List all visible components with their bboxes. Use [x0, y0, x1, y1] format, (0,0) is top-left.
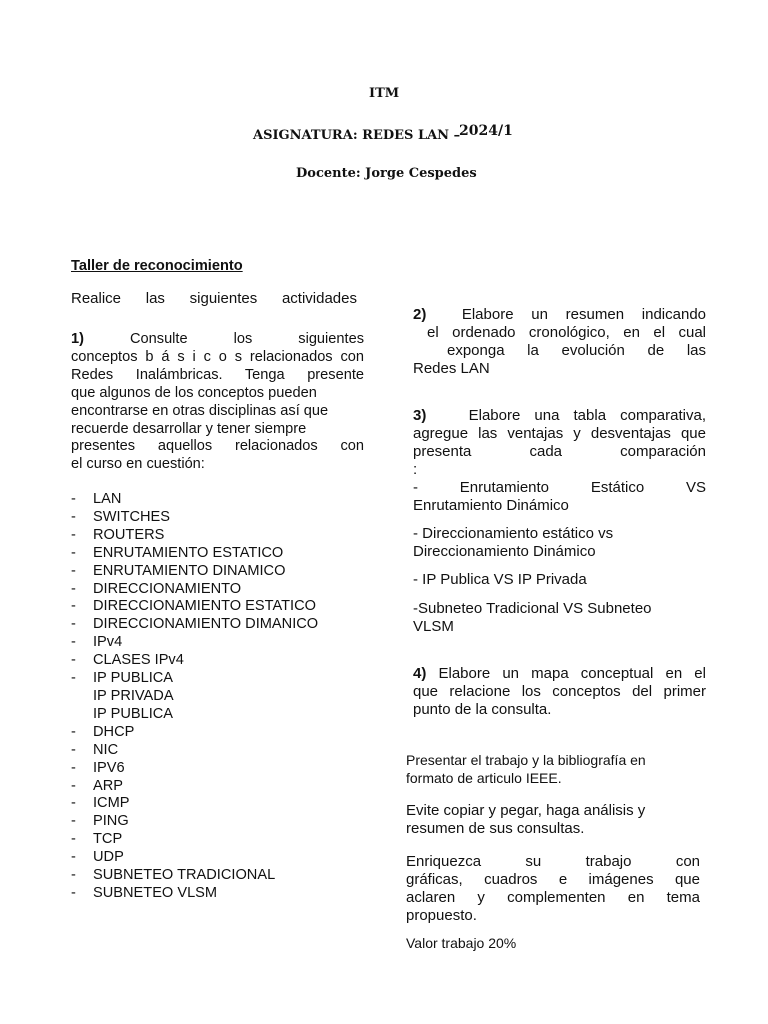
concept-text: SWITCHES — [93, 508, 171, 525]
item1-line: presentes aquellos relacionados con — [71, 438, 364, 455]
item3-line: agregue las ventajas y desventajas que — [413, 425, 706, 442]
list-dash: - — [71, 795, 76, 812]
concept-item — [71, 724, 318, 742]
item3-line: Enrutamiento Dinámico — [413, 497, 569, 514]
item4-line: que relacione los conceptos del primer — [413, 683, 706, 700]
comparison-2: - IP Publica VS IP Privada — [413, 571, 587, 588]
list-dash: - — [71, 884, 76, 901]
note-line: Enriquezca su trabajo con — [406, 853, 700, 870]
concept-item — [71, 778, 318, 796]
note-line: Evite copiar y pegar, haga análisis y — [406, 802, 646, 819]
concept-text: SUBNETEO TRADICIONAL — [93, 867, 276, 884]
comparison-3 — [413, 600, 713, 636]
concept-item — [71, 581, 318, 599]
item2-block — [413, 306, 706, 378]
list-dash: - — [71, 723, 76, 740]
concept-text: IP PUBLICA — [93, 705, 174, 722]
concept-item — [71, 849, 318, 867]
item4-line-text: Elabore un mapa conceptual en el — [438, 665, 706, 682]
concept-text: ENRUTAMIENTO ESTATICO — [93, 544, 284, 561]
concept-item — [71, 795, 318, 813]
concept-item — [71, 527, 318, 545]
concept-text: IP PUBLICA — [93, 670, 174, 687]
note-line: aclaren y complementen en tema — [406, 889, 700, 906]
intro-text: Realice las siguientes actividades — [71, 290, 357, 307]
workshop-title: Taller de reconocimiento — [71, 258, 243, 274]
concept-item — [71, 545, 318, 563]
comparison-line: - Direccionamiento estático vs — [413, 525, 614, 542]
list-dash: - — [71, 598, 76, 615]
concept-text: ARP — [93, 777, 124, 794]
concept-text: IPv4 — [93, 634, 123, 651]
item3-line-text: Elabore una tabla comparativa, — [468, 407, 706, 424]
list-dash: - — [71, 777, 76, 794]
item1-line-text: Consulte los siguientes — [130, 331, 364, 347]
work-value: Valor trabajo 20% — [406, 935, 517, 951]
item3-line: - Enrutamiento Estático VS — [413, 479, 706, 496]
concept-text: SUBNETEO VLSM — [93, 884, 218, 901]
note-line: resumen de sus consultas. — [406, 820, 585, 837]
concept-text: DHCP — [93, 723, 135, 740]
list-dash: - — [71, 813, 76, 830]
concept-item — [71, 491, 318, 509]
concept-text: DIRECCIONAMIENTO — [93, 580, 242, 597]
concept-item — [71, 760, 318, 778]
item1-line: el curso en cuestión: — [71, 456, 205, 473]
list-dash: - — [71, 831, 76, 848]
list-dash: - — [71, 616, 76, 633]
list-dash: - — [71, 580, 76, 597]
item2-number: 2) — [413, 306, 427, 323]
list-dash: - — [71, 759, 76, 776]
list-dash: - — [71, 562, 76, 579]
concept-item — [71, 885, 318, 903]
concept-item — [71, 634, 318, 652]
list-dash: - — [71, 867, 76, 884]
item4-number: 4) — [413, 665, 427, 682]
concept-item — [71, 563, 318, 581]
item1-number: 1) — [71, 331, 84, 347]
item1-line: encontrarse en otras disciplinas así que — [71, 402, 329, 419]
concept-text: LAN — [93, 491, 122, 507]
presentation-note — [406, 751, 706, 787]
item1-line: recuerde desarrollar y tener siempre — [71, 420, 307, 437]
period-label: 2024/1 — [459, 123, 513, 139]
comparison-line: VLSM — [413, 618, 454, 635]
concept-item — [71, 688, 318, 706]
list-dash: - — [71, 741, 76, 758]
concept-text: ICMP — [93, 795, 130, 812]
concept-text: DIRECCIONAMIENTO ESTATICO — [93, 598, 316, 615]
concept-text: UDP — [93, 849, 124, 866]
concept-item — [71, 670, 318, 688]
item2-line-text: Elabore un resumen indicando — [461, 306, 707, 323]
list-dash: - — [71, 634, 76, 651]
concepts-list — [71, 491, 318, 903]
item1-line: Redes Inalámbricas. Tenga presente — [71, 366, 364, 383]
item2-line — [413, 306, 706, 324]
list-dash: - — [71, 526, 76, 543]
list-dash: - — [71, 491, 76, 507]
list-dash: - — [71, 652, 76, 669]
concept-text: IPV6 — [93, 759, 125, 776]
list-dash: - — [71, 670, 76, 687]
comparison-line: Direccionamiento Dinámico — [413, 543, 596, 560]
item1-line: que algunos de los conceptos pueden — [71, 384, 317, 401]
comparison-line: -Subneteo Tradicional VS Subneteo — [413, 600, 652, 617]
concept-text: ENRUTAMIENTO DINAMICO — [93, 562, 286, 579]
concept-text: IP PRIVADA — [93, 687, 174, 704]
enrich-note — [406, 853, 700, 925]
item3-number: 3) — [413, 407, 427, 424]
institution-title: ITM — [369, 86, 400, 101]
concept-item — [71, 742, 318, 760]
item1-block — [71, 331, 364, 474]
concept-item — [71, 867, 318, 885]
concept-item — [71, 509, 318, 527]
item4-line — [413, 665, 706, 683]
note-line: formato de articulo IEEE. — [406, 770, 562, 786]
comparison-1 — [413, 525, 713, 561]
item4-line: punto de la consulta. — [413, 701, 552, 718]
concept-item — [71, 598, 318, 616]
concept-item — [71, 616, 318, 634]
concept-item — [71, 706, 318, 724]
list-dash: - — [71, 849, 76, 866]
copy-note — [406, 802, 706, 838]
concept-text: NIC — [93, 741, 119, 758]
item3-block — [413, 407, 706, 515]
item1-line: conceptos b á s i c o s relacionados con — [71, 348, 364, 365]
concept-text: CLASES IPv4 — [93, 652, 184, 669]
concept-text: ROUTERS — [93, 526, 165, 543]
item4-block — [413, 665, 706, 719]
concept-item — [71, 652, 318, 670]
concept-item — [71, 813, 318, 831]
subject-title: ASIGNATURA: REDES LAN – — [253, 128, 461, 143]
concept-item — [71, 831, 318, 849]
item3-line: : — [413, 461, 418, 478]
item2-line: Redes LAN — [413, 360, 490, 377]
item2-line: el ordenado cronológico, en el cual — [427, 324, 706, 341]
concept-text: TCP — [93, 831, 123, 848]
note-line: Presentar el trabajo y la bibliografía en — [406, 752, 646, 768]
item1-line — [71, 331, 364, 349]
concept-text: PING — [93, 813, 129, 830]
item3-line — [413, 407, 706, 425]
note-line: gráficas, cuadros e imágenes que — [406, 871, 700, 888]
item2-line: exponga la evolución de las — [447, 342, 706, 359]
teacher-name: Docente: Jorge Cespedes — [296, 166, 477, 181]
note-line: propuesto. — [406, 907, 477, 924]
concept-text: DIRECCIONAMIENTO DIMANICO — [93, 616, 319, 633]
list-dash: - — [71, 544, 76, 561]
item3-line: presenta cada comparación — [413, 443, 706, 460]
list-dash: - — [71, 508, 76, 525]
